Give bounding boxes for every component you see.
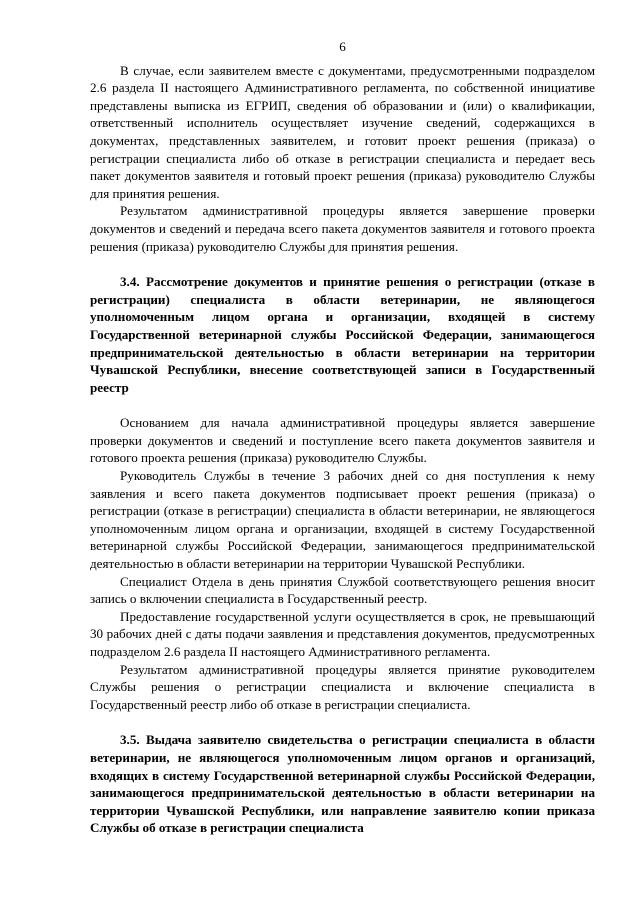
paragraph-basis-start: Основанием для начала административной процедуры является завершение проверки документов и сведений и поступление всего пакета документов заявителя и готового проекта решения (приказа) руководителю Службы. <box>90 415 595 466</box>
paragraph-egrip-info: В случае, если заявителем вместе с документами, предусмотренными подразделом 2.6 раздела II настоящего Административного регламента, по собственной инициативе представлены выписка из ЕГРИП, сведения об образовании и (или) о квалификации, ответственный исполнитель осуществляет изучение сведений, содержащихся в документах, представленных заявителем, и готовит проект решения (приказа) о регистрации специалиста либо об отказе в регистрации специалиста и передает весь пакет документов заявителя и готовый проект решения (приказа) руководителю Службы для принятия решения. <box>90 62 595 201</box>
section-heading-3-5: 3.5. Выдача заявителю свидетельства о регистрации специалиста в области ветеринарии, не являющегося уполномоченным лицом органов и организаций, входящих в систему Государственной ветеринарной службы Российской Федерации, занимающегося предпринимательской деятельностью в области ветеринарии на территории Чувашской Республики, или направление заявителю копии приказа Службы об отказе в регистрации специалиста <box>90 732 595 836</box>
paragraph-registry-entry: Специалист Отдела в день принятия Службой соответствующего решения вносит запись о включении специалиста в Государственный реестр. <box>90 573 595 607</box>
paragraph-head-signs: Руководитель Службы в течение 3 рабочих дней со дня поступления к нему заявления и всего пакета документов подписывает проект решения (приказа) о регистрации (отказе в регистрации) специалиста в области ветеринарии, не являющегося уполномоченным лицом органа и организации, входящей в систему Государственной ветеринарной службы Российской Федерации, занимающегося предпринимательской деятельностью в области ветеринарии на территории Чувашской Республики. <box>90 468 595 572</box>
section-heading-3-4: 3.4. Рассмотрение документов и принятие решения о регистрации (отказе в регистрации) специалиста в области ветеринарии, не являющегося уполномоченным лицом органа и организации, входящей в систему Государственной ветеринарной службы Российской Федерации, занимающегося предпринимательской деятельностью в области ветеринарии на территории Чувашской Республики, внесение соответствующей записи в Государственный реестр <box>90 274 595 395</box>
paragraph-service-term: Предоставление государственной услуги осуществляется в срок, не превышающий 30 рабочих дней с даты подачи заявления и представления документов, предусмотренных подразделом 2.6 раздела II настоящего Административного регламента. <box>90 608 595 659</box>
paragraph-result-check: Результатом административной процедуры является завершение проверки документов и сведений и передача всего пакета документов заявителя и готового проекта решения (приказа) руководителю Службы для принятия решения. <box>90 203 595 254</box>
document-page <box>90 38 595 837</box>
page-number: 6 <box>339 39 346 54</box>
paragraph-result-decision: Результатом административной процедуры является принятие руководителем Службы решения о регистрации специалиста и включение специалиста в Государственный реестр либо об отказе в регистрации специалиста. <box>90 661 595 712</box>
